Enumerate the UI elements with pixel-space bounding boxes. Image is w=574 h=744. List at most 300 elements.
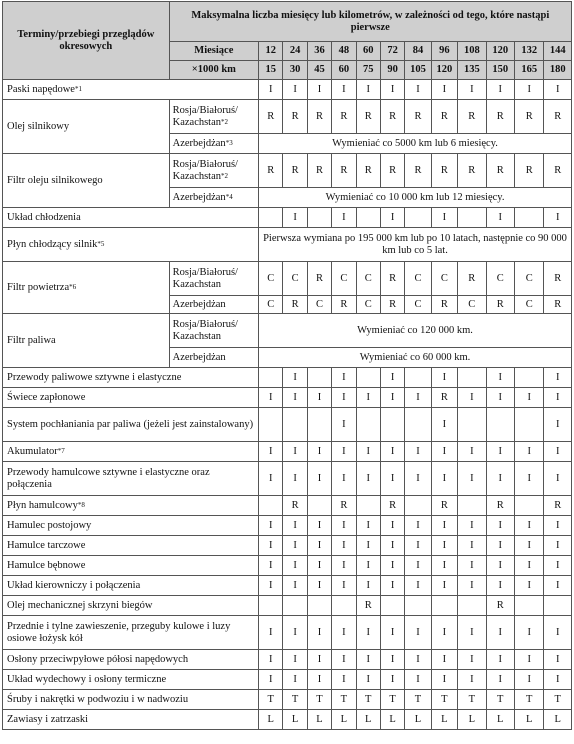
schedule-cell: I	[380, 670, 404, 690]
schedule-cell: I	[307, 616, 331, 650]
schedule-body	[3, 80, 572, 730]
item-label: Olej mechanicznej skrzyni biegów	[3, 596, 259, 616]
schedule-cell	[356, 368, 380, 388]
item-label: Olej silnikowy	[3, 100, 170, 154]
schedule-cell: T	[259, 690, 283, 710]
schedule-cell: I	[259, 556, 283, 576]
schedule-cell: I	[259, 616, 283, 650]
schedule-cell: I	[380, 442, 404, 462]
schedule-cell: T	[405, 690, 431, 710]
schedule-cell: I	[431, 576, 457, 596]
schedule-cell: I	[307, 670, 331, 690]
schedule-cell: I	[332, 388, 356, 408]
schedule-cell: I	[514, 556, 543, 576]
km-header: 165	[514, 61, 543, 80]
schedule-cell: T	[380, 690, 404, 710]
schedule-cell	[307, 408, 331, 442]
schedule-cell: I	[380, 80, 404, 100]
schedule-cell: R	[332, 496, 356, 516]
schedule-cell: I	[544, 208, 572, 228]
schedule-cell: I	[514, 442, 543, 462]
schedule-cell: I	[514, 536, 543, 556]
km-header: 45	[307, 61, 331, 80]
schedule-cell: I	[405, 516, 431, 536]
item-label: Hamulec postojowy	[3, 516, 259, 536]
schedule-cell: I	[283, 536, 307, 556]
table-row	[3, 496, 572, 516]
schedule-cell: I	[332, 556, 356, 576]
schedule-cell: I	[544, 616, 572, 650]
schedule-cell: R	[486, 296, 514, 314]
schedule-cell: R	[431, 496, 457, 516]
table-row	[3, 536, 572, 556]
schedule-cell: I	[544, 408, 572, 442]
schedule-cell: I	[380, 516, 404, 536]
interval-note: Wymieniać co 120 000 km.	[259, 314, 572, 348]
schedule-cell: I	[332, 462, 356, 496]
schedule-cell: I	[356, 442, 380, 462]
month-header: 60	[356, 42, 380, 61]
schedule-cell: I	[307, 556, 331, 576]
table-row	[3, 516, 572, 536]
schedule-cell: I	[405, 442, 431, 462]
schedule-cell: R	[380, 154, 404, 188]
schedule-cell: T	[486, 690, 514, 710]
schedule-cell: I	[332, 80, 356, 100]
item-label: Filtr oleju silnikowego	[3, 154, 170, 208]
item-label: System pochłaniania par paliwa (jeżeli jest zainstalowany)	[3, 408, 259, 442]
km-header: 105	[405, 61, 431, 80]
interval-note: Wymieniać co 5000 km lub 6 miesięcy.	[259, 134, 572, 154]
schedule-cell: R	[283, 154, 307, 188]
schedule-cell	[283, 596, 307, 616]
schedule-cell: I	[356, 462, 380, 496]
schedule-cell: I	[356, 650, 380, 670]
schedule-cell: L	[431, 710, 457, 730]
schedule-cell: I	[307, 462, 331, 496]
schedule-cell: I	[486, 80, 514, 100]
schedule-cell	[458, 408, 486, 442]
km-label: ×1000 km	[169, 61, 258, 80]
schedule-cell: R	[544, 154, 572, 188]
schedule-cell: I	[259, 388, 283, 408]
schedule-cell: R	[431, 154, 457, 188]
schedule-cell: I	[458, 670, 486, 690]
schedule-cell: R	[405, 154, 431, 188]
schedule-cell: R	[486, 154, 514, 188]
schedule-cell: L	[356, 710, 380, 730]
schedule-cell: R	[356, 100, 380, 134]
schedule-cell: C	[514, 262, 543, 296]
schedule-cell: I	[486, 670, 514, 690]
schedule-cell: I	[458, 650, 486, 670]
table-row	[3, 408, 572, 442]
schedule-cell: R	[514, 100, 543, 134]
schedule-cell	[380, 596, 404, 616]
item-label: Układ kierowniczy i połączenia	[3, 576, 259, 596]
table-row	[3, 442, 572, 462]
footnote-ref: *5	[97, 239, 105, 248]
schedule-cell: R	[283, 496, 307, 516]
schedule-cell: I	[332, 516, 356, 536]
schedule-cell: R	[380, 496, 404, 516]
schedule-cell: I	[486, 576, 514, 596]
schedule-cell: R	[486, 496, 514, 516]
schedule-cell: I	[544, 650, 572, 670]
schedule-cell: I	[332, 442, 356, 462]
item-label: Przewody hamulcowe sztywne i elastyczne oraz połączenia	[3, 462, 259, 496]
schedule-cell: L	[458, 710, 486, 730]
schedule-cell: I	[259, 462, 283, 496]
schedule-cell: I	[332, 208, 356, 228]
schedule-cell: I	[356, 80, 380, 100]
schedule-cell: T	[544, 690, 572, 710]
months-label: Miesiące	[169, 42, 258, 61]
schedule-cell	[259, 496, 283, 516]
month-header: 36	[307, 42, 331, 61]
schedule-cell: I	[458, 516, 486, 536]
schedule-cell	[356, 408, 380, 442]
schedule-cell: T	[431, 690, 457, 710]
schedule-cell: L	[259, 710, 283, 730]
schedule-cell: L	[486, 710, 514, 730]
schedule-cell: T	[356, 690, 380, 710]
month-header: 48	[332, 42, 356, 61]
schedule-cell: I	[431, 208, 457, 228]
schedule-cell: C	[514, 296, 543, 314]
schedule-cell	[431, 596, 457, 616]
table-row	[3, 596, 572, 616]
schedule-cell: I	[332, 536, 356, 556]
schedule-cell	[458, 496, 486, 516]
schedule-cell: I	[486, 516, 514, 536]
item-label: Akumulator$^{*7}$	[3, 442, 259, 462]
schedule-cell: T	[514, 690, 543, 710]
schedule-cell: I	[431, 408, 457, 442]
schedule-cell: I	[405, 536, 431, 556]
schedule-cell: I	[486, 462, 514, 496]
item-label: Śruby i nakrętki w podwoziu i w nadwoziu	[3, 690, 259, 710]
schedule-cell: R	[486, 100, 514, 134]
interval-note: Wymieniać co 60 000 km.	[259, 348, 572, 368]
table-row	[3, 314, 572, 348]
schedule-cell: C	[356, 262, 380, 296]
table-row	[3, 154, 572, 188]
schedule-cell: I	[307, 650, 331, 670]
schedule-cell	[259, 368, 283, 388]
header-title: Maksymalna liczba miesięcy lub kilometrów, w zależności od tego, które nastąpi pierwsze	[169, 2, 571, 42]
month-header: 72	[380, 42, 404, 61]
schedule-cell: I	[405, 650, 431, 670]
schedule-cell: I	[458, 442, 486, 462]
schedule-cell: I	[486, 208, 514, 228]
schedule-cell: R	[458, 154, 486, 188]
schedule-cell	[544, 596, 572, 616]
month-header: 120	[486, 42, 514, 61]
footnote-ref: *7	[57, 446, 65, 455]
region-label: Azerbejdżan	[169, 348, 258, 368]
schedule-cell	[486, 408, 514, 442]
schedule-cell: I	[431, 516, 457, 536]
schedule-cell: L	[332, 710, 356, 730]
schedule-cell: I	[380, 462, 404, 496]
item-label: Przewody paliwowe sztywne i elastyczne	[3, 368, 259, 388]
header-corner: Terminy/przebiegi przeglądów okresowych	[3, 2, 170, 80]
table-row	[3, 262, 572, 296]
schedule-cell: R	[544, 296, 572, 314]
schedule-cell: C	[405, 296, 431, 314]
schedule-cell: I	[405, 80, 431, 100]
km-header: 30	[283, 61, 307, 80]
schedule-cell	[514, 368, 543, 388]
schedule-cell: I	[458, 388, 486, 408]
schedule-cell: I	[332, 576, 356, 596]
schedule-cell: I	[514, 650, 543, 670]
schedule-cell: I	[380, 368, 404, 388]
schedule-cell: I	[405, 462, 431, 496]
table-row	[3, 710, 572, 730]
table-row	[3, 576, 572, 596]
footnote-ref: *1	[74, 84, 82, 93]
schedule-cell: I	[486, 616, 514, 650]
schedule-cell: I	[259, 442, 283, 462]
schedule-cell: C	[458, 296, 486, 314]
km-header: 180	[544, 61, 572, 80]
schedule-cell: R	[332, 100, 356, 134]
table-row	[3, 556, 572, 576]
table-row	[3, 228, 572, 262]
schedule-cell: I	[544, 670, 572, 690]
schedule-cell: I	[431, 442, 457, 462]
schedule-cell: R	[380, 100, 404, 134]
schedule-cell	[405, 368, 431, 388]
table-row	[3, 208, 572, 228]
month-header: 108	[458, 42, 486, 61]
schedule-cell: R	[259, 100, 283, 134]
region-label: Rosja/Białoruś/ Kazachstan	[169, 314, 258, 348]
schedule-cell: C	[283, 262, 307, 296]
schedule-cell: I	[380, 536, 404, 556]
schedule-cell: R	[380, 296, 404, 314]
month-header: 12	[259, 42, 283, 61]
schedule-cell: I	[514, 576, 543, 596]
schedule-cell: L	[307, 710, 331, 730]
schedule-cell: R	[283, 100, 307, 134]
schedule-cell: I	[431, 462, 457, 496]
schedule-cell	[259, 408, 283, 442]
schedule-cell: I	[380, 208, 404, 228]
schedule-cell: L	[544, 710, 572, 730]
schedule-cell: I	[356, 556, 380, 576]
schedule-cell: R	[486, 596, 514, 616]
schedule-cell: L	[514, 710, 543, 730]
item-label: Filtr powietrza$^{*6}$	[3, 262, 170, 314]
schedule-cell: R	[356, 154, 380, 188]
schedule-cell: I	[514, 462, 543, 496]
schedule-cell: I	[283, 650, 307, 670]
schedule-cell: R	[259, 154, 283, 188]
schedule-cell: C	[259, 262, 283, 296]
schedule-cell: C	[431, 262, 457, 296]
schedule-cell: R	[458, 100, 486, 134]
schedule-cell: I	[514, 616, 543, 650]
schedule-cell: I	[259, 80, 283, 100]
item-label: Płyn chłodzący silnik$^{*5}$	[3, 228, 259, 262]
table-row	[3, 80, 572, 100]
schedule-cell: I	[458, 616, 486, 650]
schedule-cell: I	[514, 670, 543, 690]
table-row	[3, 670, 572, 690]
schedule-cell: I	[405, 616, 431, 650]
schedule-cell	[332, 596, 356, 616]
schedule-cell	[405, 596, 431, 616]
schedule-cell	[307, 208, 331, 228]
footnote-ref: *3	[225, 138, 233, 147]
km-header: 60	[332, 61, 356, 80]
schedule-cell: I	[458, 556, 486, 576]
schedule-cell	[514, 208, 543, 228]
schedule-cell: C	[405, 262, 431, 296]
schedule-cell: I	[458, 80, 486, 100]
schedule-cell: T	[283, 690, 307, 710]
item-label: Zawiasy i zatrzaski	[3, 710, 259, 730]
schedule-cell: R	[458, 262, 486, 296]
schedule-cell: C	[259, 296, 283, 314]
schedule-cell: I	[405, 670, 431, 690]
month-header: 144	[544, 42, 572, 61]
table-row	[3, 650, 572, 670]
table-row	[3, 616, 572, 650]
interval-note: Pierwsza wymiana po 195 000 km lub po 10 latach, następnie co 90 000 km lub co 5 lat.	[259, 228, 572, 262]
schedule-cell	[458, 596, 486, 616]
schedule-cell	[514, 596, 543, 616]
schedule-cell: I	[380, 616, 404, 650]
region-label: Azerbejdżan$^{*3}$	[169, 134, 258, 154]
table-row	[3, 462, 572, 496]
table-row	[3, 368, 572, 388]
km-header: 150	[486, 61, 514, 80]
schedule-cell: I	[259, 650, 283, 670]
footnote-ref: *8	[77, 500, 85, 509]
schedule-cell: I	[431, 556, 457, 576]
month-header: 132	[514, 42, 543, 61]
schedule-cell	[307, 368, 331, 388]
schedule-cell: R	[544, 496, 572, 516]
schedule-cell: I	[486, 368, 514, 388]
schedule-cell: I	[544, 576, 572, 596]
item-label: Filtr paliwa	[3, 314, 170, 368]
schedule-cell: I	[356, 670, 380, 690]
schedule-cell: I	[307, 388, 331, 408]
km-header: 120	[431, 61, 457, 80]
schedule-cell: I	[307, 442, 331, 462]
schedule-cell: I	[356, 536, 380, 556]
schedule-cell: I	[283, 442, 307, 462]
maintenance-schedule-table	[2, 1, 572, 730]
schedule-cell: T	[458, 690, 486, 710]
schedule-cell	[405, 208, 431, 228]
item-label: Hamulce bębnowe	[3, 556, 259, 576]
month-header: 24	[283, 42, 307, 61]
schedule-cell: I	[431, 650, 457, 670]
schedule-cell: I	[431, 616, 457, 650]
schedule-cell: R	[380, 262, 404, 296]
schedule-cell: C	[486, 262, 514, 296]
schedule-cell: I	[380, 556, 404, 576]
schedule-cell: I	[259, 536, 283, 556]
schedule-cell: R	[431, 388, 457, 408]
schedule-cell	[356, 496, 380, 516]
footnote-ref: *2	[221, 117, 229, 126]
schedule-cell: L	[380, 710, 404, 730]
schedule-cell: R	[307, 100, 331, 134]
region-label: Rosja/Białoruś/ Kazachstan$^{*2}$	[169, 154, 258, 188]
schedule-cell	[283, 408, 307, 442]
schedule-cell	[405, 408, 431, 442]
schedule-cell: I	[544, 368, 572, 388]
schedule-cell: I	[283, 516, 307, 536]
schedule-cell: I	[332, 408, 356, 442]
schedule-cell: I	[486, 650, 514, 670]
schedule-cell: I	[431, 670, 457, 690]
schedule-cell: I	[283, 80, 307, 100]
schedule-cell: I	[544, 556, 572, 576]
schedule-cell	[514, 496, 543, 516]
schedule-cell: I	[514, 80, 543, 100]
schedule-cell: I	[356, 388, 380, 408]
schedule-cell: R	[431, 100, 457, 134]
schedule-cell: I	[486, 536, 514, 556]
schedule-cell: I	[283, 388, 307, 408]
schedule-cell: I	[332, 616, 356, 650]
schedule-cell	[356, 208, 380, 228]
item-label: Przednie i tylne zawieszenie, przeguby kulowe i luzy osiowe łożysk kół	[3, 616, 259, 650]
schedule-cell	[259, 596, 283, 616]
schedule-cell: I	[307, 536, 331, 556]
schedule-cell: I	[283, 556, 307, 576]
schedule-cell: C	[356, 296, 380, 314]
schedule-cell: I	[458, 536, 486, 556]
schedule-cell: I	[307, 576, 331, 596]
schedule-cell: I	[283, 616, 307, 650]
interval-note: Wymieniać co 10 000 km lub 12 miesięcy.	[259, 188, 572, 208]
region-label: Rosja/Białoruś/ Kazachstan$^{*2}$	[169, 100, 258, 134]
schedule-cell: I	[405, 388, 431, 408]
schedule-cell: I	[544, 536, 572, 556]
schedule-cell: I	[259, 516, 283, 536]
schedule-cell: I	[458, 576, 486, 596]
schedule-cell: R	[283, 296, 307, 314]
schedule-cell: C	[332, 262, 356, 296]
km-header: 135	[458, 61, 486, 80]
schedule-cell: I	[356, 516, 380, 536]
schedule-cell: I	[283, 670, 307, 690]
schedule-cell: I	[332, 670, 356, 690]
schedule-cell: I	[544, 462, 572, 496]
schedule-cell: I	[431, 80, 457, 100]
region-label: Rosja/Białoruś/ Kazachstan	[169, 262, 258, 296]
schedule-cell: T	[332, 690, 356, 710]
schedule-cell: I	[283, 368, 307, 388]
footnote-ref: *2	[221, 171, 229, 180]
schedule-cell: I	[458, 462, 486, 496]
schedule-cell	[405, 496, 431, 516]
schedule-cell	[380, 408, 404, 442]
schedule-cell: I	[380, 576, 404, 596]
schedule-cell: R	[332, 296, 356, 314]
table-row	[3, 690, 572, 710]
schedule-cell: I	[380, 388, 404, 408]
